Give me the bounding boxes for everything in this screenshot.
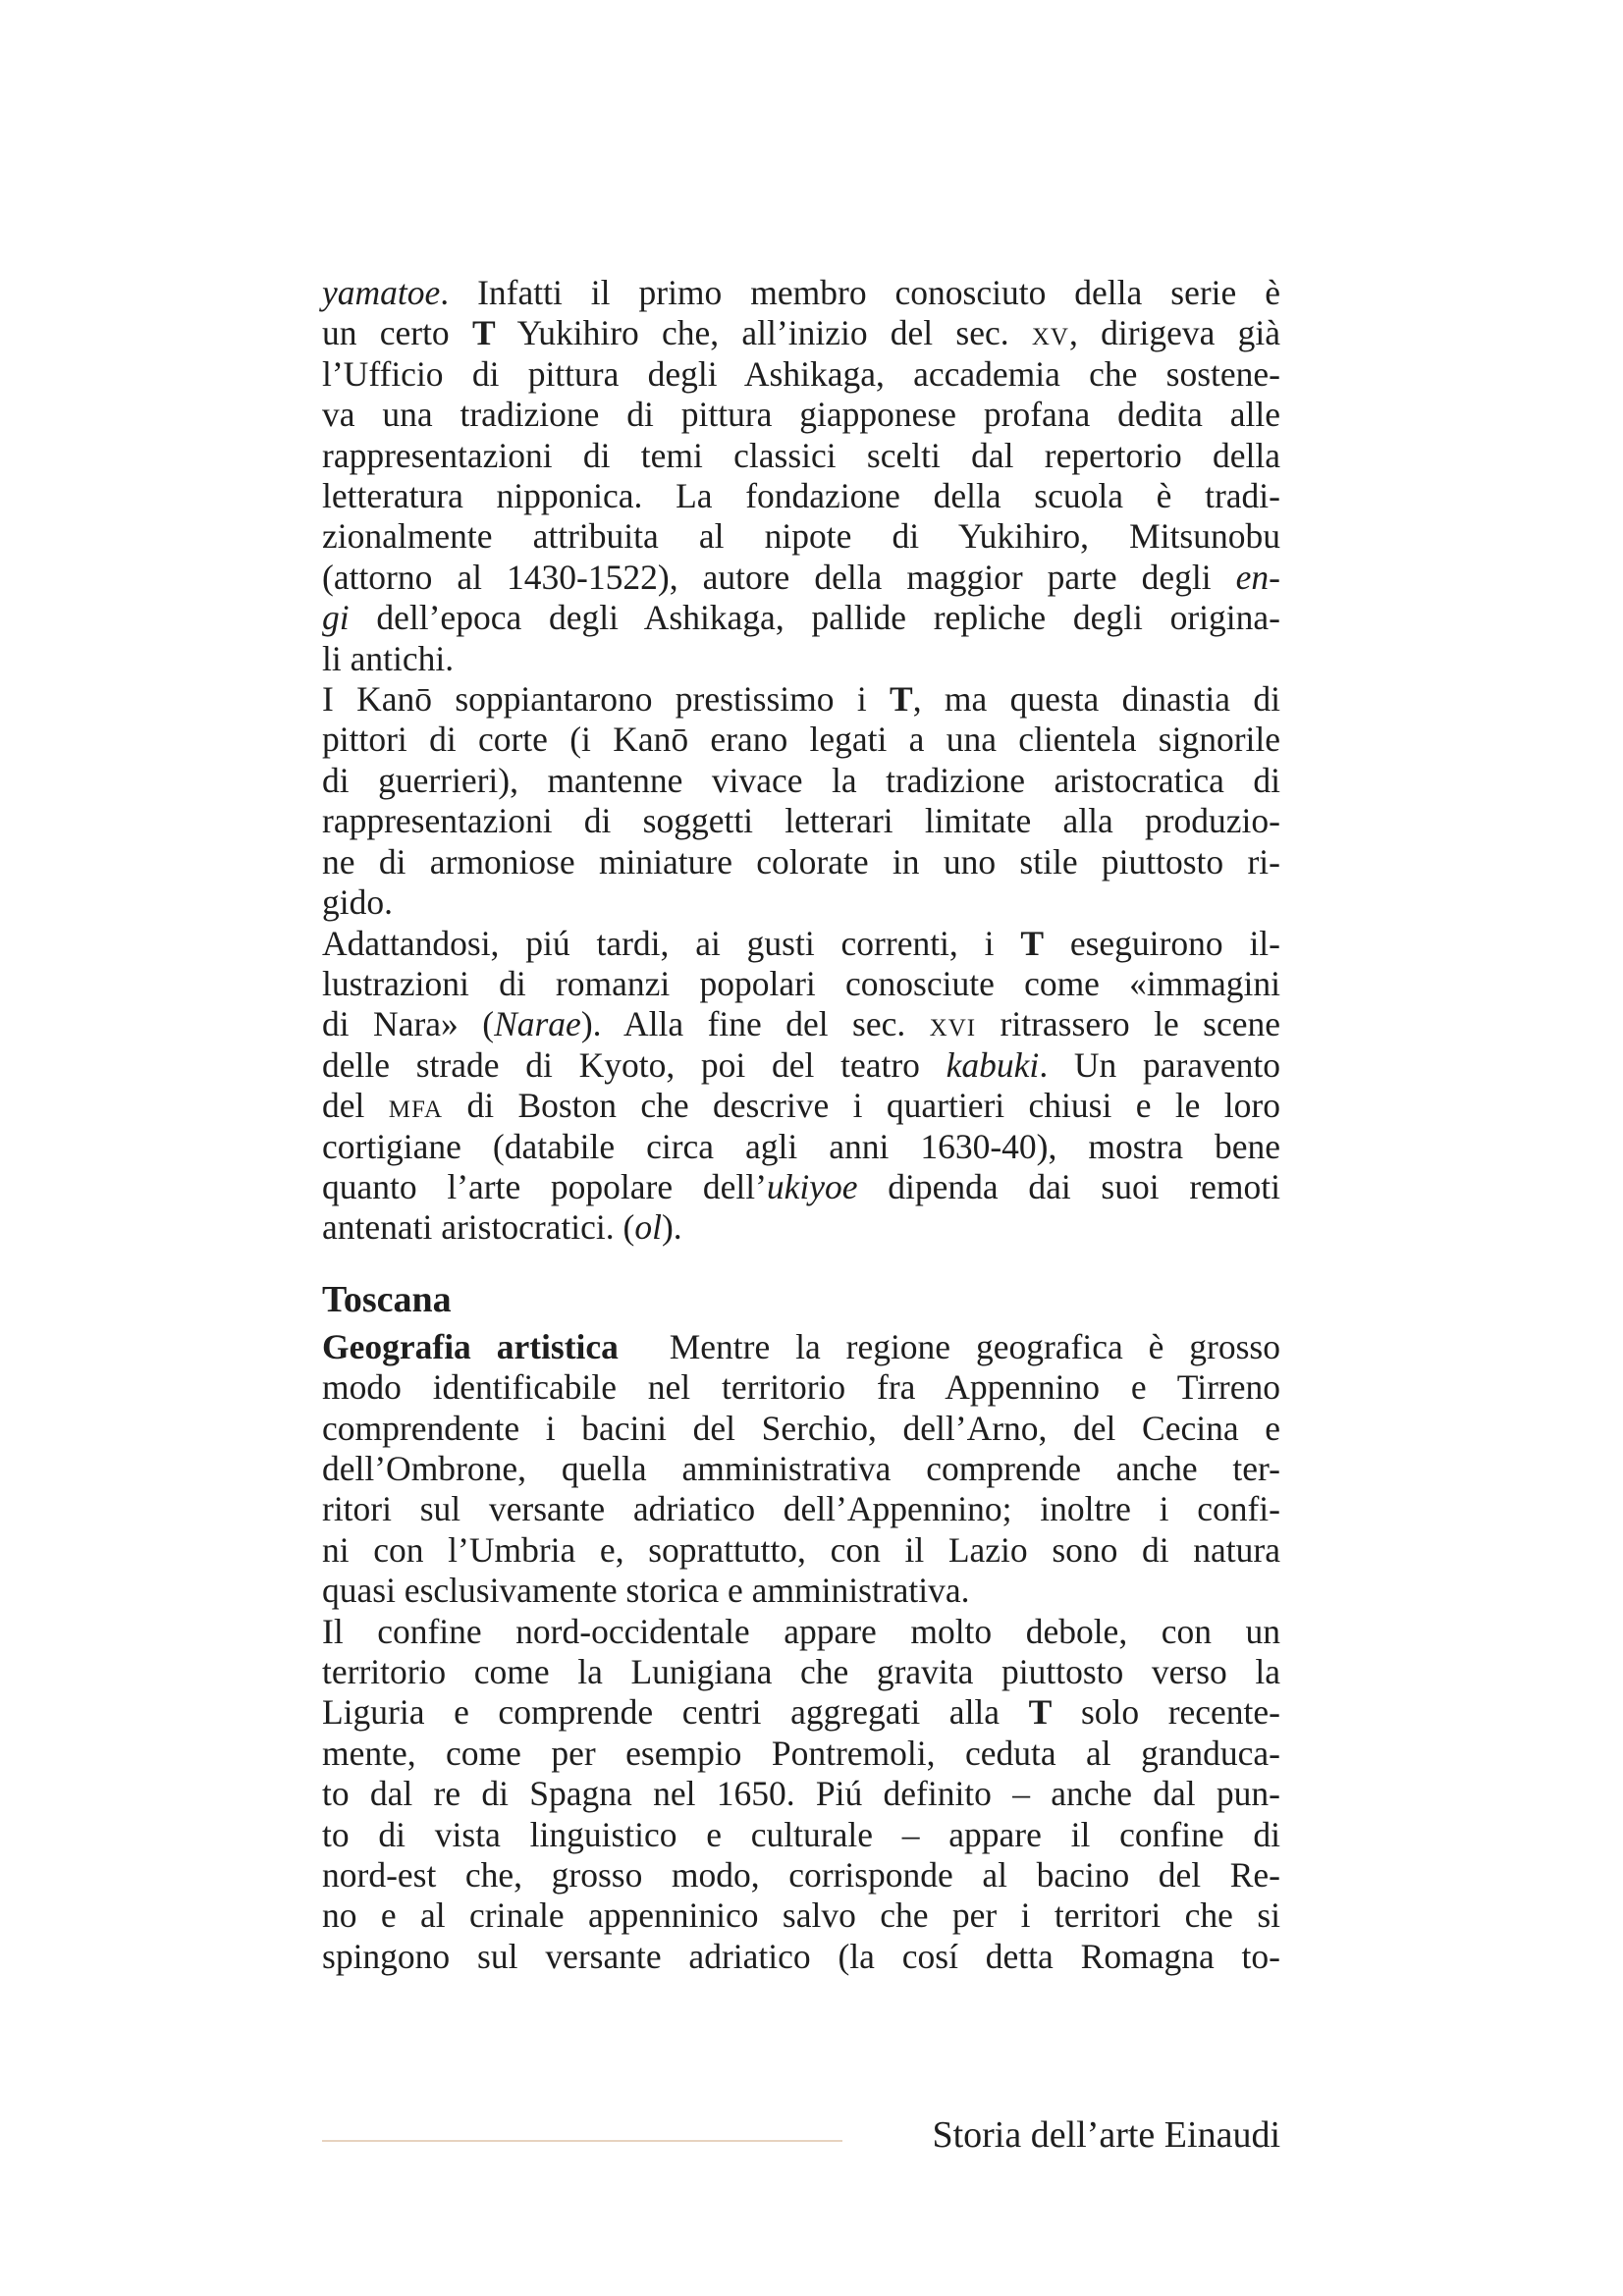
text-line xyxy=(322,395,1280,435)
text-run: dell’epoca degli Ashikaga, pallide repliche degli origina- xyxy=(349,598,1280,638)
text-run: , dirigeva già xyxy=(1068,313,1281,353)
text-line xyxy=(322,842,1280,882)
text-line xyxy=(322,1045,1280,1086)
text-run: Liguria e comprende centri aggregati alla xyxy=(322,1692,1029,1733)
text-run: Adattandosi, piú tardi, ai gusti correnti, i xyxy=(322,923,1021,963)
text-run: Mentre la regione geografica è grosso xyxy=(618,1326,1280,1366)
text-run: eseguirono il- xyxy=(1044,923,1280,963)
text-line xyxy=(322,1855,1280,1896)
text-line xyxy=(322,1367,1280,1408)
footer-title: Storia dell’arte Einaudi xyxy=(932,2114,1280,2156)
text-run: un certo xyxy=(322,313,472,353)
text-line xyxy=(322,1489,1280,1529)
paragraphs-bottom xyxy=(322,1327,1280,1978)
small-caps-text: mfa xyxy=(388,1086,444,1126)
text-run: to dal re di Spagna nel 1650. Piú definito – anche dal pun- xyxy=(322,1774,1280,1814)
paragraph xyxy=(322,924,1280,1249)
text-run: l’Ufficio di pittura degli Ashikaga, accademia che sostene- xyxy=(322,353,1280,394)
text-line xyxy=(322,1409,1280,1449)
text-run: Il confine nord-occidentale appare molto debole, con un xyxy=(322,1611,1280,1651)
bold-text: T xyxy=(1028,1692,1053,1733)
page-footer xyxy=(322,2110,1280,2169)
text-line xyxy=(322,1652,1280,1692)
text-line xyxy=(322,1571,1280,1611)
text-run: zionalmente attribuita al nipote di Yukihiro, Mitsunobu xyxy=(322,516,1280,557)
text-run: di Boston che descrive i quartieri chiusi e le loro xyxy=(443,1086,1280,1126)
text-line xyxy=(322,1937,1280,1977)
paragraph xyxy=(322,1327,1280,1612)
text-line xyxy=(322,1612,1280,1652)
text-run: di guerrieri), mantenne vivace la tradizione aristocratica di xyxy=(322,760,1280,800)
text-run: del xyxy=(322,1086,389,1126)
text-line xyxy=(322,1127,1280,1167)
text-line xyxy=(322,801,1280,841)
text-run: rappresentazioni di soggetti letterari limitate alla produzio- xyxy=(322,801,1280,841)
text-run: ). Alla fine del sec. xyxy=(580,1004,930,1044)
italic-text: kabuki xyxy=(946,1044,1040,1085)
text-run: quasi esclusivamente storica e amministrativa. xyxy=(322,1571,970,1611)
text-line xyxy=(322,761,1280,801)
text-line xyxy=(322,1167,1280,1207)
text-line xyxy=(322,639,1280,679)
text-line xyxy=(322,1692,1280,1733)
text-run: . Infatti il primo membro conosciuto della serie è xyxy=(440,273,1280,312)
text-run: . Un paravento xyxy=(1039,1044,1280,1085)
text-run: solo recente- xyxy=(1052,1692,1280,1733)
text-line xyxy=(322,516,1280,557)
bold-text: Geografia artistica xyxy=(322,1326,619,1366)
text-line xyxy=(322,679,1280,720)
italic-text: ukiyoe xyxy=(766,1166,858,1206)
text-run: , ma questa dinastia di xyxy=(912,679,1280,720)
text-line xyxy=(322,1004,1280,1044)
text-line xyxy=(322,273,1280,313)
text-line xyxy=(322,1530,1280,1571)
bold-text: T xyxy=(471,313,496,353)
text-run: letteratura nipponica. La fondazione della scuola è tradi- xyxy=(322,476,1280,516)
paragraph xyxy=(322,1612,1280,1978)
text-run: va una tradizione di pittura giapponese profana dedita alle xyxy=(322,395,1280,435)
text-run: dell’Ombrone, quella amministrativa comprende anche ter- xyxy=(322,1448,1280,1488)
text-line xyxy=(322,1896,1280,1936)
text-run: comprendente i bacini del Serchio, dell’Arno, del Cecina e xyxy=(322,1408,1280,1448)
text-run: Yukihiro che, all’inizio del sec. xyxy=(495,313,1032,353)
text-run: dipenda dai suoi remoti xyxy=(857,1166,1280,1206)
bold-text: T xyxy=(1020,923,1045,963)
text-body xyxy=(322,273,1280,1977)
text-run: nord-est che, grosso modo, corrisponde al bacino del Re- xyxy=(322,1855,1280,1896)
text-line xyxy=(322,964,1280,1004)
text-run: li antichi. xyxy=(322,638,455,678)
paragraph xyxy=(322,679,1280,923)
text-run: cortigiane (databile circa agli anni 1630-40), mostra bene xyxy=(322,1126,1280,1166)
text-line xyxy=(322,1207,1280,1248)
text-run: modo identificabile nel territorio fra Appennino e Tirreno xyxy=(322,1367,1280,1408)
paragraphs-top xyxy=(322,273,1280,1249)
text-line xyxy=(322,1327,1280,1367)
text-line xyxy=(322,476,1280,516)
text-run: (attorno al 1430-1522), autore della maggior parte degli xyxy=(322,557,1236,597)
text-run: pittori di corte (i Kanō erano legati a una clientela signorile xyxy=(322,720,1280,760)
text-run: lustrazioni di romanzi popolari conosciute come «immagini xyxy=(322,963,1280,1003)
text-run: I Kanō soppiantarono prestissimo i xyxy=(322,679,891,720)
text-run: ne di armoniose miniature colorate in uno stile piuttosto ri- xyxy=(322,841,1280,881)
text-run: antenati aristocratici. ( xyxy=(322,1207,635,1248)
text-line xyxy=(322,1774,1280,1814)
footer-rule xyxy=(322,2140,842,2142)
small-caps-text: xvi xyxy=(929,1004,977,1044)
italic-text: ol xyxy=(634,1207,662,1248)
text-line xyxy=(322,720,1280,760)
text-run: spingono sul versante adriatico (la cosí detta Romagna to- xyxy=(322,1936,1280,1976)
text-run: ). xyxy=(661,1207,682,1248)
text-run: ritrassero le scene xyxy=(976,1004,1280,1044)
text-run: delle strade di Kyoto, poi del teatro xyxy=(322,1044,947,1085)
text-line xyxy=(322,1815,1280,1855)
bold-text: T xyxy=(890,679,913,720)
section-title: Toscana xyxy=(322,1278,452,1320)
text-run: ritori sul versante adriatico dell’Appennino; inoltre i confi- xyxy=(322,1489,1280,1529)
text-run: ni con l’Umbria e, soprattutto, con il Lazio sono di natura xyxy=(322,1529,1280,1570)
text-line xyxy=(322,313,1280,353)
italic-text: Narae xyxy=(494,1004,581,1044)
text-line xyxy=(322,354,1280,395)
text-line xyxy=(322,598,1280,638)
text-run: territorio come la Lunigiana che gravita piuttosto verso la xyxy=(322,1652,1280,1691)
text-line xyxy=(322,882,1280,923)
text-line xyxy=(322,558,1280,598)
text-line xyxy=(322,1734,1280,1774)
text-run: quanto l’arte popolare dell’ xyxy=(322,1166,767,1206)
italic-text: en- xyxy=(1235,557,1280,597)
text-run: no e al crinale appenninico salvo che per i territori che si xyxy=(322,1896,1280,1936)
text-line xyxy=(322,924,1280,964)
text-line xyxy=(322,436,1280,476)
text-line xyxy=(322,1086,1280,1126)
italic-text: yamatoe xyxy=(322,273,441,312)
text-run: rappresentazioni di temi classici scelti dal repertorio della xyxy=(322,435,1280,475)
text-run: gido. xyxy=(322,882,393,923)
small-caps-text: xv xyxy=(1031,313,1069,353)
italic-text: gi xyxy=(322,598,350,638)
text-run: to di vista linguistico e culturale – appare il confine di xyxy=(322,1814,1280,1854)
text-line xyxy=(322,1449,1280,1489)
text-run: di Nara» ( xyxy=(322,1004,495,1044)
text-run: mente, come per esempio Pontremoli, ceduta al granduca- xyxy=(322,1733,1280,1773)
paragraph xyxy=(322,273,1280,679)
